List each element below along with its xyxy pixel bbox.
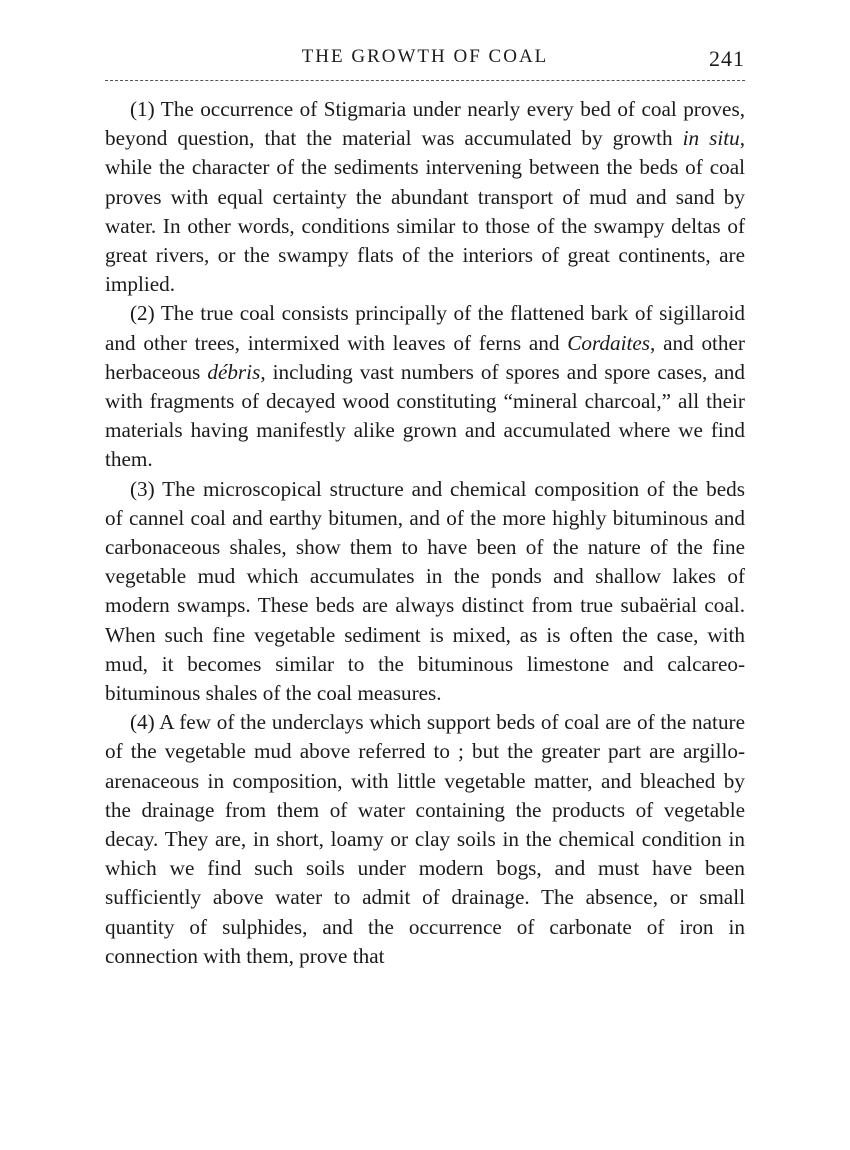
- body-text: [105, 95, 745, 971]
- header-rule: [105, 80, 745, 81]
- italic-term: Cordaites: [567, 330, 651, 355]
- running-title: THE GROWTH OF COAL: [301, 46, 549, 67]
- running-head: [105, 40, 745, 80]
- italic-term: in situ: [682, 126, 740, 151]
- book-page: [105, 40, 745, 971]
- text-run: , and other herbaceous: [105, 330, 745, 384]
- text-run: , including vast numbers of spores and spore cases, and with fragments of decayed wood constituting “mineral charcoal,” all their materials having manifestly alike grown and accumulated where we find them.: [105, 359, 745, 472]
- paragraph-3: [105, 475, 745, 709]
- paragraph-4: [105, 708, 745, 971]
- text-run: (3) The microscopical structure and chemical composition of the beds of cannel coal and earthy bitumen, and of the more highly bituminous and carbonaceous shales, show them to have been of the nature of the fine vegetable mud which accumulates in the ponds and shallow lakes of modern swamps. These beds are always distinct from true subaërial coal. When such fine vegetable sediment is mixed, as is often the case, with mud, it becomes similar to the bituminous limestone and calcareo-bituminous shales of the coal measures.: [105, 476, 745, 706]
- text-run: (2) The true coal consists principally of the flattened bark of sigillaroid and other trees, intermixed with leaves of ferns and: [105, 301, 745, 355]
- page-number: 241: [709, 46, 745, 71]
- text-run: , while the character of the sediments intervening between the beds of coal proves with equal certainty the abundant transport of mud and sand by water. In other words, conditions similar to those of the swampy deltas of great rivers, or the swampy flats of the interiors of great continents, are implied.: [105, 126, 746, 297]
- text-run: (1) The occurrence of Stigmaria under nearly every bed of coal proves, beyond question, that the material was accumulated by growth: [105, 97, 745, 151]
- italic-term: débris: [207, 359, 261, 384]
- text-run: (4) A few of the underclays which support beds of coal are of the nature of the vegetable mud above referred to ; but the greater part are argillo-arenaceous in composition, with little vegetable matter, and bleached by the drainage from them of water containing the products of vegetable decay. They are, in short, loamy or clay soils in the chemical condition in which we find such soils under modern bogs, and must have been sufficiently above water to admit of drainage. The absence, or small quantity of sulphides, and the occurrence of carbonate of iron in connection with them, prove that: [105, 710, 745, 968]
- paragraph-2: [105, 299, 745, 474]
- paragraph-1: [105, 95, 745, 299]
